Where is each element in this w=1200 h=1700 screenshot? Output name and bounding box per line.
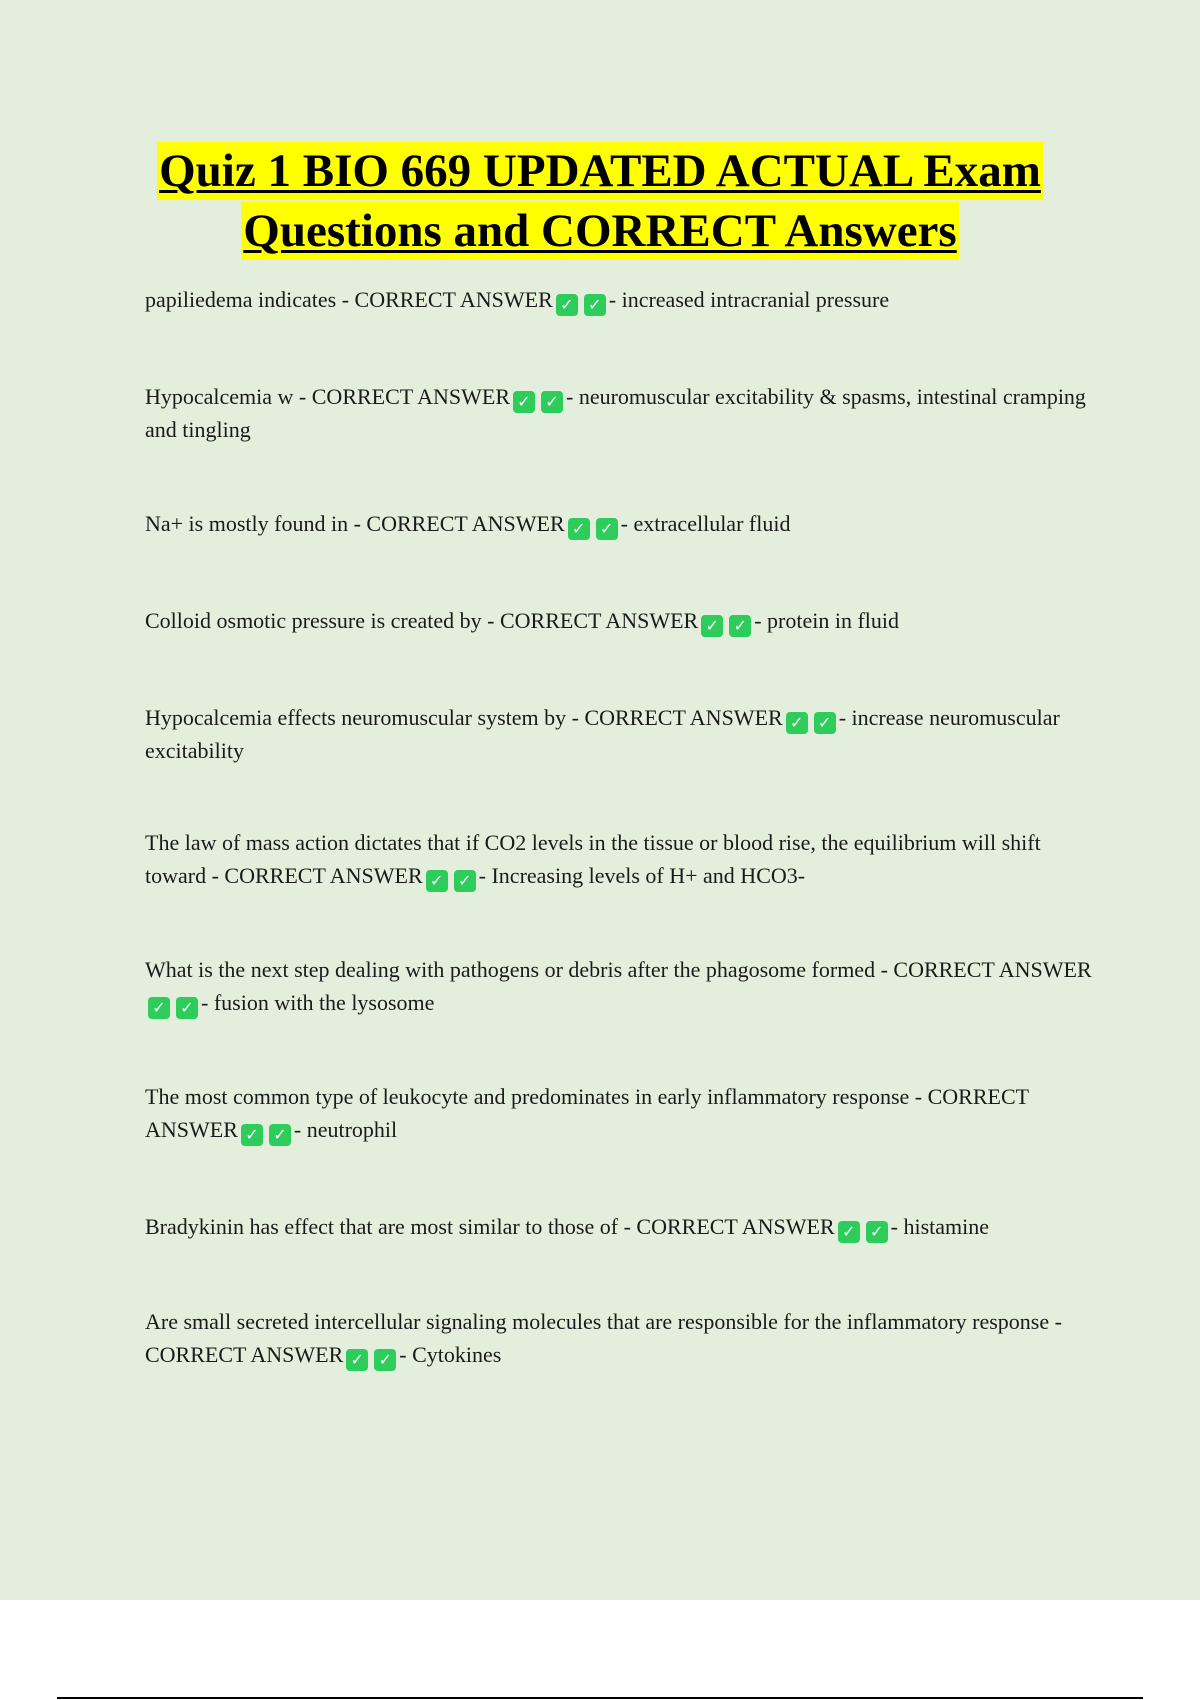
- answer-text: - neutrophil: [293, 1117, 398, 1142]
- check-box-icon: ✓: [556, 294, 578, 316]
- check-box-icon: ✓: [729, 615, 751, 637]
- check-box-icon: ✓: [346, 1349, 368, 1371]
- question-text: The law of mass action dictates that if CO2 levels in the tissue or blood rise, the equilibrium will shift toward - CORRECT ANSWER: [145, 830, 1041, 888]
- qa-item: [145, 380, 1095, 446]
- check-box-icon: ✓: [176, 997, 198, 1019]
- answer-text: - Cytokines: [399, 1342, 502, 1367]
- answer-text: - fusion with the lysosome: [201, 990, 435, 1015]
- answer-text: - Increasing levels of H+ and HCO3-: [478, 863, 806, 888]
- answer-text: - neuromuscular excitability & spasms, intestinal cramping and tingling: [145, 384, 1086, 442]
- qa-item: [145, 1210, 1095, 1243]
- check-box-icon: ✓: [786, 712, 808, 734]
- question-text: Are small secreted intercellular signaling molecules that are responsible for the inflammatory response - CORRECT ANSWER: [145, 1309, 1062, 1367]
- check-box-icon: ✓: [584, 294, 606, 316]
- question-text: Na+ is mostly found in - CORRECT ANSWER: [145, 511, 565, 536]
- check-box-icon: ✓: [866, 1221, 888, 1243]
- title-line-2: Questions and CORRECT Answers: [241, 202, 958, 260]
- answer-text: - increased intracranial pressure: [608, 287, 890, 312]
- question-text: Bradykinin has effect that are most similar to those of - CORRECT ANSWER: [145, 1214, 835, 1239]
- answer-text: - protein in fluid: [754, 608, 900, 633]
- qa-item: [145, 283, 1095, 316]
- question-text: Colloid osmotic pressure is created by - CORRECT ANSWER: [145, 608, 699, 633]
- footer-divider: [57, 1697, 1143, 1699]
- question-text: Hypocalcemia w - CORRECT ANSWER: [145, 384, 510, 409]
- check-box-icon: ✓: [374, 1349, 396, 1371]
- answer-text: - extracellular fluid: [620, 511, 791, 536]
- qa-item: [145, 1305, 1095, 1371]
- qa-item: [145, 604, 1095, 637]
- check-box-icon: ✓: [541, 391, 563, 413]
- qa-item: [145, 826, 1095, 892]
- qa-item: [145, 953, 1095, 1019]
- check-box-icon: ✓: [513, 391, 535, 413]
- check-box-icon: ✓: [596, 518, 618, 540]
- check-box-icon: ✓: [568, 518, 590, 540]
- question-text: Hypocalcemia effects neuromuscular system by - CORRECT ANSWER: [145, 705, 783, 730]
- check-box-icon: ✓: [148, 997, 170, 1019]
- check-box-icon: ✓: [701, 615, 723, 637]
- qa-item: [145, 1080, 1095, 1146]
- qa-item: [145, 507, 1095, 540]
- answer-text: - histamine: [890, 1214, 990, 1239]
- check-box-icon: ✓: [241, 1124, 263, 1146]
- check-box-icon: ✓: [454, 870, 476, 892]
- check-box-icon: ✓: [838, 1221, 860, 1243]
- check-box-icon: ✓: [426, 870, 448, 892]
- check-box-icon: ✓: [814, 712, 836, 734]
- question-text: What is the next step dealing with pathogens or debris after the phagosome formed - CORRECT ANSWER: [145, 957, 1092, 982]
- answer-text: - increase neuromuscular excitability: [145, 705, 1060, 763]
- question-text: The most common type of leukocyte and predominates in early inflammatory response - CORRECT ANSWER: [145, 1084, 1029, 1142]
- qa-item: [145, 701, 1095, 767]
- title-line-1: Quiz 1 BIO 669 UPDATED ACTUAL Exam: [157, 142, 1043, 200]
- question-text: papiliedema indicates - CORRECT ANSWER: [145, 287, 553, 312]
- document-title: [0, 142, 1200, 262]
- check-box-icon: ✓: [269, 1124, 291, 1146]
